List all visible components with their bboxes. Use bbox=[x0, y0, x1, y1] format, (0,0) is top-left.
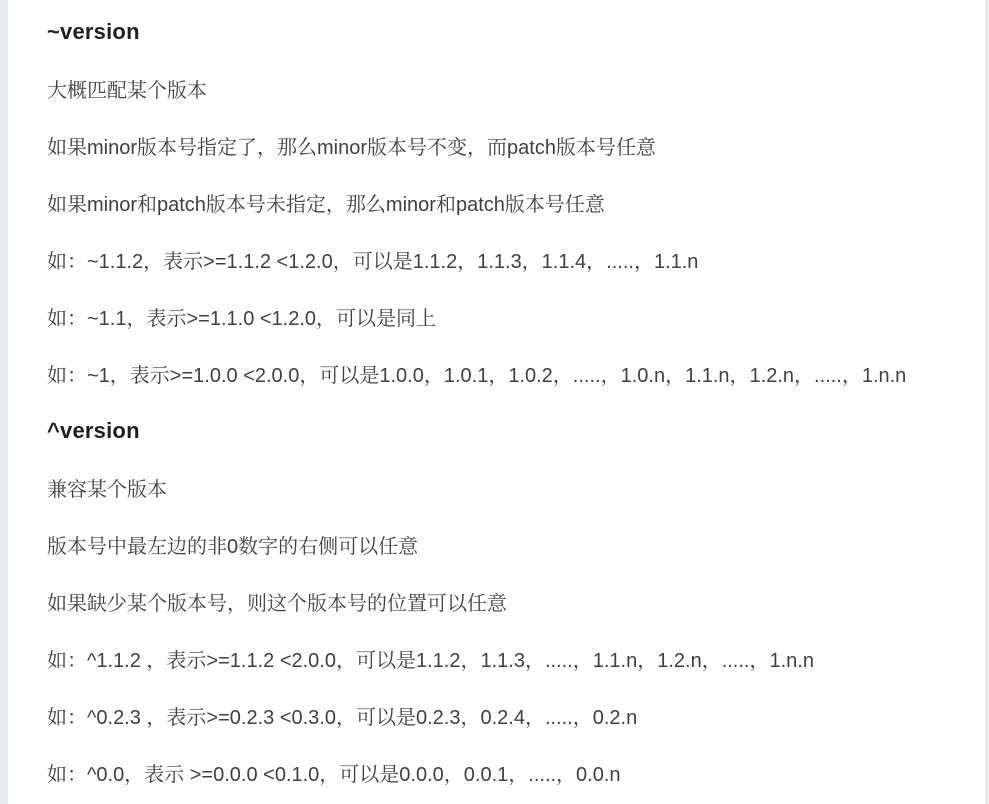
paragraph-line: 如：~1，表示>=1.0.0 <2.0.0，可以是1.0.0，1.0.1，1.0.2，.....，1.0.n，1.1.n，1.2.n，.....，1.n.n bbox=[47, 365, 907, 387]
paragraph-line: 如：^0.2.3 ，表示>=0.2.3 <0.3.0，可以是0.2.3，0.2.4，.....，0.2.n bbox=[47, 707, 638, 729]
paragraph-line: 如：^0.0，表示 >=0.0.0 <0.1.0，可以是0.0.0，0.0.1，.....，0.0.n bbox=[47, 764, 621, 786]
paragraph-line: 如：^1.1.2 ，表示>=1.1.2 <2.0.0，可以是1.1.2，1.1.3，.....，1.1.n，1.2.n，.....，1.n.n bbox=[47, 650, 814, 672]
paragraph-line: 如：~1.1.2，表示>=1.1.2 <1.2.0，可以是1.1.2，1.1.3，1.1.4，.....，1.1.n bbox=[47, 251, 699, 273]
page-right-edge bbox=[985, 0, 989, 804]
paragraph-line: 如果minor版本号指定了，那么minor版本号不变，而patch版本号任意 bbox=[47, 137, 656, 159]
paragraph-line: 大概匹配某个版本 bbox=[47, 80, 207, 102]
paragraph-line: 如果minor和patch版本号未指定，那么minor和patch版本号任意 bbox=[47, 194, 605, 216]
section-heading: ~version bbox=[47, 18, 140, 44]
paragraph-line: 如果缺少某个版本号，则这个版本号的位置可以任意 bbox=[47, 593, 507, 615]
document-content bbox=[47, 0, 969, 801]
page-left-edge bbox=[0, 0, 8, 804]
paragraph-line: 版本号中最左边的非0数字的右侧可以任意 bbox=[47, 536, 419, 558]
paragraph-line: 如：~1.1，表示>=1.1.0 <1.2.0，可以是同上 bbox=[47, 308, 437, 330]
section-heading: ^version bbox=[47, 417, 140, 443]
paragraph-line: 兼容某个版本 bbox=[47, 479, 167, 501]
